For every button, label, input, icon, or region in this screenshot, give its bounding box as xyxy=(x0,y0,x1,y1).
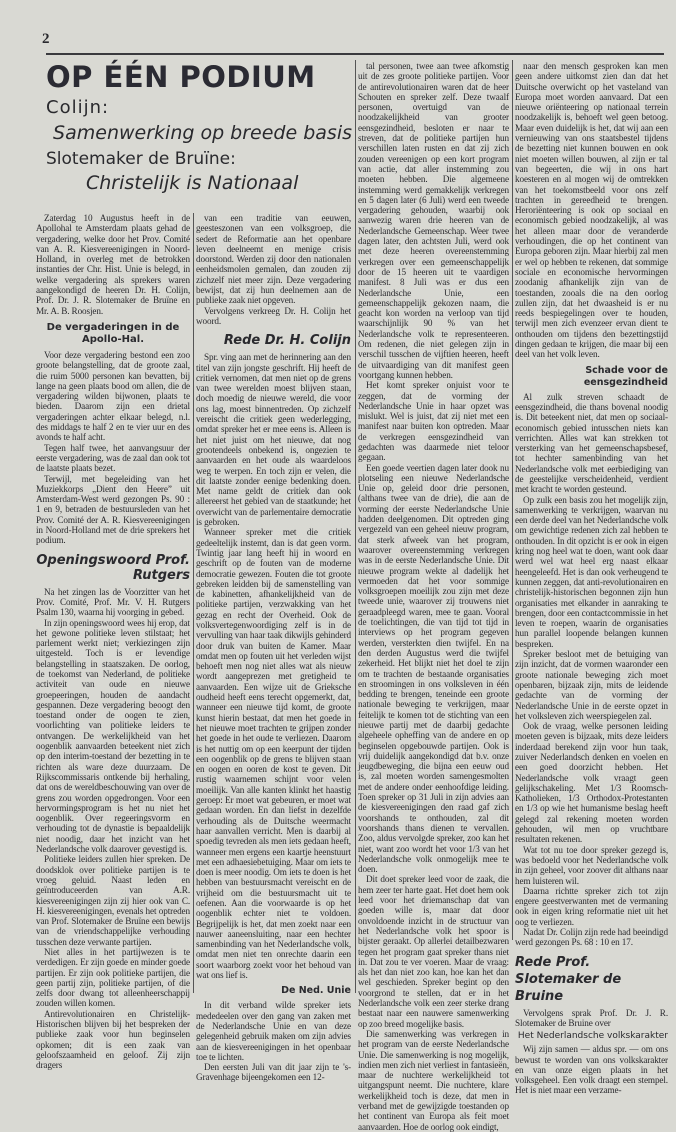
subtitle-christelijk: Christelijk is Nationaal xyxy=(86,172,299,194)
article-paragraph: Politieke leiders zullen hier spreken. De doodsklok over politieke partijen is te vroeg geluid. Naast leden en geïntroduceerden van A.R. kiesvereenigingen zijn zij hier ook van C. H. kiesvereenigingen, evenals het optreden van Prof. Slotemaker de Bruïne een bewijs van de vriendschappelijke verhouding tusschen deze verwante partijen. xyxy=(36,854,190,947)
article-paragraph: In zijn openingswoord wees hij erop, dat het gewone politieke leven stilstaat; het parlement werkt niet; verkiezingen zijn uitgesteld. Toch is er levendige belangstelling in staatszaken. De oorlog, de toekomst van Nederland, de politieke activiteit van oude en nieuwe groepeeringen, houden de aandacht gespannen. Deze vergadering beoogt den toestand onder de oogen te zien, voorlichting van politieke leiders te ontvangen. De werkelijkheid van het oogenblik aanvaarden beteekent niet zich op den interim-toestand der bezetting in te richten als ware deze duurzaam. De Rijkscommissaris ontkende bij herhaling, dat ons de wereldbeschouwing van over de grens zou worden opgedrongen. Voor een hervormingsprogram is het nu niet het oogenblik. Over regeeringsvorm en verhouding tot de dynastie is bepaaldelijk niet noodig, daar het inzicht van het Nederlandsche volk daarover gevestigd is. xyxy=(36,617,190,855)
article-paragraph: tal personen, twee aan twee afkomstig uit de zes groote politieke partijen. Voor de antirevolutionairen waren dat de heer Schouten en spreker zelf. Deze twaalf personen, overtuigd van de noodzakelijkheid van grooter eensgezindheid, besloten er naar te streven, dat de politieke partijen hun verschillen laten rusten en dat zij zich zouden vereenigen op een kort program van actie, dat aller instemming zou moeten hebben. Die algemeene instemming werd gemakkelijk verkregen en 5 dagen later (6 Juli) werd een tweede vergadering gehouden, waarbij ook aanwezig waren drie heeren van de Nederlandsche Gemeenschap. Weer twee dagen later, den achtsten Juli, werd ook met deze heeren overeenstemming verkregen over een gemeenschappelijk door de 15 heeren uit te vaardigen manifest. 8 Juli was er dus een Nederlandsche Unie, een gemeenschappelijk gekozen naam, die geacht kon worden na verloop van tijd waarschijnlijk 90 % van het Nederlandsche volk te representeeren. Om redenen, die niet gelegen zijn in verschil tusschen de vijftien heeren, heeft de uitvaardiging van dit manifest geen voortgang kunnen hebben. xyxy=(358,61,509,380)
masthead-title: OP ÉÉN PODIUM xyxy=(46,60,316,94)
article-paragraph: Spr. ving aan met de herinnering aan den titel van zijn jongste geschrift. Hij heeft de critiek vernomen, dat men niet op de grens van twee werelden moest blijven staan, doch moedig de nieuwe wereld, die voor ons lag, moest binnentreden. Op zichzelf vereischt die critiek geen wederlegging, omdat spreker het er mee eens is. Alleen is het niet juist om het nieuwe, dat nog grootendeels onbekend is, ongezien te aanvaarden en het oude als waardeloos weg te werpen. En toch zijn er velen, die dit laatste zonder eenige bedenking doen. Met name geldt de critiek dan ook allereerst het gebied van de staatkunde; het overwicht van de parlementaire democratie is gebroken. xyxy=(196,352,351,528)
article-paragraph: Wanneer spreker met die critiek gedeeltelijk instemt, dan is dat geen vorm. Twintig jaar lang heeft hij in woord en geschrift op de fouten van de moderne democratie gewezen. Fouten die tot groote gebreken leidden bij de samenstelling van de kabinetten, afhankelijkheid van de politieke partijen, verzwakking van het gezag en recht der Overheid. Ook de volksvertegenwoordiging zelf is in de vervulling van haar taak dikwijls gehinderd door druk van buiten de Kamer. Maar omdat men op fouten uit het verleden wijst behoeft men nog niet alles wat als nieuw wordt aangeprezen met gretigheid te aanvaarden. Een wijze uit de Grieksche oudheid heeft eens terecht opgemerkt, dat, wanneer een nieuwe tijd komt, de groote kunst hierin bestaat, dat men het goede in het nieuwe moet trachten te grijpen zonder het goede in het oude te verliezen. Daarom is het nuttig om op een keerpunt der tijden een oogenblik op de grens te blijven staan en oogen en ooren de kost te geven. Dit rustig waarnemen schijnt voor velen moeilijk. Van alle kanten klinkt het haastig geroep: Er moet wat gebeuren, er moet wat gedaan worden. En dan liefst in dezelfde verhouding als de Duitsche weermacht haar aanvallen verricht. Men is daarbij al spoedig tevreden als men iets gedaan heeft, wanneer men ergens een kaartje heenstuurt met een adhaesiebetuiging. Maar om iets te doen is meer noodig. Om iets te doen is het hebben van bestuursmacht vereischt en de vrijheid om die bestuursmacht uit te oefenen. Aan die voorwaarde is op het oogenblik echter niet te voldoen. Begrijpelijk is het, dat men zoekt naar een nauwer aaneensluiting, naar een hechter samenbinding van het Nederlandsche volk, omdat men niet ten onrechte daarin een soort waarborg zoekt voor het behoud van wat ons lief is. xyxy=(196,527,351,981)
column-divider xyxy=(512,60,513,940)
article-paragraph: Dit doet spreker leed voor de zaak, die hem zeer ter harte gaat. Het doet hem ook leed voor het driemanschap dat van goeden wille is, maar dat door onvoldoende inzicht in de structuur van het Nederlandsche volk het spoor is bijster geraakt. Op allerlei detailbezwaren tegen het program gaat spreker thans niet in. Dat zou te ver voeren. Maar de vraag: als het dan niet zoo kan, hoe kan het dan wel geschieden. Spreker begint op den voorgrond te stellen, dat er in het Nederlandsche volk een zeer sterke drang bestaat naar een nauwere samenwerking op zoo breed mogelijke basis. xyxy=(358,874,509,1029)
subtitle-samenwerking: Samenwerking op breede basis xyxy=(53,122,352,144)
article-paragraph: Voor deze vergadering bestond een zoo groote belangstelling, dat de groote zaal, die ruim 5000 personen kan bevatten, bij lange na geen plaats bood om allen, die de vergadering wilden bijwonen, plaats te bieden. Daarom zijn een drietal vergaderingen achter elkaar belegd, n.l. des middags te half 2 en te vier uur en des avonds te half acht. xyxy=(36,349,190,443)
article-paragraph: Zaterdag 10 Augustus heeft in de Apollohal te Amsterdam plaats gehad de vergadering, welke door het Prov. Comité van A. R. Kiesvereenigingen in Noord-Holland, in overleg met de betrokken instanties der Chr. Hist. Unie is belegd, in welke vergadering als sprekers waren aangekondigd de heeren Dr. H. Colijn, Prof. Dr. J. R. Slotemaker de Bruïne en Mr. A. B. Roosjen. xyxy=(36,213,190,316)
article-paragraph: van een traditie van eeuwen, geesteszonen van een volksgroep, die sedert de Reformatie aan het openbare leven deelneemt en menige crisis doorstond. Werden zij door den nationalen eenheidsmolen gemalen, dan zouden zij zichzelf niet meer zijn. Deze vergadering bewijst, dat zij hun deelnemen aan de publieke zaak niet opgeven. xyxy=(196,213,351,306)
column-divider xyxy=(193,213,194,993)
section-heading: Rede Dr. H. Colijn xyxy=(223,333,351,349)
article-paragraph: Antirevolutionairen en Christelijk-Historischen blijven bij het bespreken der publieke zaak voor hun beginselen opkomen; dit is een zaak van geloofszaamheid en geloof. Zij zijn dragers xyxy=(36,1008,190,1071)
article-column-1 xyxy=(36,213,190,1071)
section-heading: De Ned. Unie xyxy=(281,985,351,997)
section-heading: Schade voor de eensgezindheid xyxy=(583,364,668,388)
section-heading: Het Nederlandsche volkskarakter xyxy=(517,1031,668,1042)
article-paragraph: Ook de vraag, welke personen leiding moeten geven is bijzaak, mits deze leiders inderdaad berekend zijn voor hun taak, zuiver Nederlandsch denken en voelen en een goed doorzicht hebben. Het Nederlandsche volk vraagt geen gelijkschakeling. Met 1/3 Roomsch-Katholieken, 1/3 Orthodox-Protestanten en 1/3 op wie het humanisme beslag heeft gelegd zal rekening moeten worden gehouden, wil men op vruchtbare resultaten rekenen. xyxy=(515,721,668,845)
article-paragraph: Niet alles in het partijwezen is te verdedigen. Er zijn goede en minder goede partijen. Er zijn ook politieke partijen, die geen partij zijn, politieke partijen, of die zelfs door dwang tot alleenheerschappij zouden willen komen. xyxy=(36,947,190,1009)
article-paragraph: Na het zingen las de Voorzitter van het Prov. Comité, Prof. Mr. V. H. Rutgers Psalm 130, waarna hij voorging in gebed. xyxy=(36,586,190,618)
article-paragraph: naar den mensch gesproken kan men geen andere uitkomst zien dan dat het Duitsche overwicht op het vasteland van Europa moet worden aanvaard. Dat een nieuwe oriënteering op nationaal terrein noodzakelijk is, behoeft wel geen betoog. Maar even duidelijk is het, dat wij aan een vernieuwing van ons staatsbestel tijdens de bezetting niet kunnen bouwen en ook niet moeten willen bouwen, al zijn er tal van begeerten, die wij in ons hart koesteren en al mogen wij de omtrekken van het toekomstbeeld voor ons zelf trachten in gereedheid te brengen. Heroriënteering is ook op sociaal en economisch gebied noodzakelijk, al was het alleen maar door de veranderde verhoudingen, die op het continent van Europa geboren zijn. Maar hierbij zal men er wel op hebben te rekenen, dat sommige sociale en economische hervormingen zoodanig afhankelijk zijn van de toestanden, zooals die na den oorlog zullen zijn, dat het dwaasheid is er nu reeds bespiegelingen over te houden, terwijl men zich evenzeer ervan dient te onthouden om tijdens den bezettingstijd dingen gedaan te krijgen, die maar bij een deel van het volk leven. xyxy=(515,61,668,360)
article-paragraph: Den eersten Juli van dit jaar zijn te 's-Gravenhage bijeengekomen een 12- xyxy=(196,1062,351,1083)
article-paragraph: Op zulk een basis zou het mogelijk zijn, samenwerking te verkrijgen, waarvan nu een derde deel van het Nederlandsche volk om gewichtige redenen zich zal hebben te onthouden. In dit opzicht is er ook in eigen kring nog heel wat te doen, want ook daar werd wel wat heel erg naast elkaar heengeleefd. Het is dan ook verheugend te kunnen zeggen, dat anti-revolutionairen en christelijk-historischen begonnen zijn hun organisaties met elkander in aanraking te brengen, door een contactcommissie in het leven te roepen, waarin de organisaties hun parallel loopende belangen kunnen bespreken. xyxy=(515,494,668,649)
article-paragraph: Spreker besloot met de betuiging van zijn inzicht, dat de vormen waaronder een groote nationale beweging zich moet openbaren, bijzaak zijn, mits de leidende gedachte van de vorming der Nederlandsche Unie in de eerste opzet in het volksleven zich weerspiegelen zal. xyxy=(515,649,668,721)
section-heading: Rede Prof. Slotemaker de Bruine xyxy=(515,954,622,1004)
section-heading: De vergaderingen in de Apollo-Hal. xyxy=(46,321,180,345)
article-paragraph: Tegen half twee, het aanvangsuur der eerste vergadering, was de zaal dan ook tot de laatste plaats bezet. xyxy=(36,442,190,474)
speaker-slotemaker: Slotemaker de Bruïne: xyxy=(46,149,236,169)
article-paragraph: Vervolgens verkreeg Dr. H. Colijn het woord. xyxy=(196,305,351,326)
article-paragraph: Het komt spreker onjuist voor te zeggen, dat de vorming der Nederlandsche Unie in haar opzet was mislukt. Wel is juist, dat zij niet met een manifest naar buiten kon optreden. Maar de verkregen eensgezindheid van gedachten was daarmede niet teloor gegaan. xyxy=(358,380,509,463)
article-column-4 xyxy=(515,61,668,1096)
article-column-2 xyxy=(196,213,351,1083)
article-paragraph: Al zulk streven schaadt de eensgezindheid, die thans bovenal noodig is. Dit beteekent niet, dat men op sociaal-economisch gebied intusschen niets kan verrichten. Alles wat kan strekken tot versterking van het gemeenschapsbesef, tot hechter samenbinding van het Nederlandsche volk met eerbiediging van de geestelijke verscheidenheid, verdient met kracht te worden gesteund. xyxy=(515,391,668,495)
top-rule xyxy=(46,53,664,55)
article-paragraph: Die samenwerking was verkregen in het program van de eerste Nederlandsche Unie. Die samenwerking is nog mogelijk, indien men zich niet verliest in fantasieën, maar de nuchtere werkelijkheid tot uitgangspunt neemt. Die nuchtere, klare werkelijkheid toch is deze, dat men in verband met de gewijzigde toestanden op het continent van Europa als feit moet aanvaarden. Hoe de oorlog ook eindigt, xyxy=(358,1028,509,1132)
article-column-3 xyxy=(358,61,509,1132)
column-divider xyxy=(355,60,356,993)
article-paragraph: Een goede veertien dagen later dook nu plotseling een nieuwe Nederlandsche Unie op, geleid door drie personen, (althans twee van de drie), die aan de vorming der eerste Nederlandsche Unie hadden deelgenomen. Dit optreden ging vergezeld van een geheel nieuw program, dat sterk afweek van het program, waarover overeenstemming verkregen was in de eerste Nederlandsche Unie. Dit nieuwe program wekte al dadelijk het vermoeden dat het voor sommige volksgroepen moeilijk zou zijn met deze tweede unie, waarover zij trouwens niet geraadpleegd waren, mee te gaan. Vooral de toelichtingen, die van tijd tot tijd in interviews op het program gegeven werden, versterkten dien twijfel. En na den derden Augustus werd die twijfel zekerheid. Het blijkt niet het doel te zijn om te trachten de bestaande organisaties en stroomingen in ons volksleven in één bedding te brengen, teneinde een groote nationale beweging te verkrijgen, maar feitelijk te komen tot de stichting van een nieuwe partij met de daarbij gedachte algeheele opheffing van de andere en op beginselen opgebouwde partijen. Ook is vrij duidelijk aangekondigd dat b.v. onze jeugdbeweging, die bijna een eeuw oud is, zal moeten worden samengesmolten met de andere onder eenhoofdige leiding. Toen spreker op 31 Juli in zijn advies aan de kiesvereenigingen den raad gaf zich voorshands te onthouden, zal dit voorshands thans dienen te vervallen. Zoo, aldus vervolgde spreker, zoo kan het niet, want zoo wordt het voor 1/3 van het Nederlandsche volk onmogelijk mee te doen. xyxy=(358,462,509,875)
article-paragraph: Nadat Dr. Colijn zijn rede had beeindigd werd gezongen Ps. 68 : 10 en 17. xyxy=(515,927,668,948)
headline-block xyxy=(46,60,352,195)
article-paragraph: Daarna richtte spreker zich tot zijn engere geestverwanten met de vermaning ook in eigen kring reformatie niet uit het oog te verliezen. xyxy=(515,885,668,927)
speaker-colijn: Colijn: xyxy=(46,97,110,118)
article-paragraph: Vervolgens sprak Prof. Dr. J. R. Slotemaker de Bruine over xyxy=(515,1007,668,1028)
article-paragraph: In dit verband wilde spreker iets mededeelen over den gang van zaken met de Nederlandsche Unie en van deze gelegenheid gebruik maken om zijn advies aan de kiesvereenigingen in het openbaar toe te lichten. xyxy=(196,1000,351,1062)
article-paragraph: Wij zijn samen — aldus spr. — om ons bewust te worden van ons volkskarakter en van onze eigen plaats in het volksgeheel. Een volk draagt een stempel. Het is niet maar een verzame- xyxy=(515,1044,668,1096)
article-paragraph: Terwijl, met begeleiding van het Muziekkorps „Dient den Heere” uit Amsterdam-West werd gezongen Ps. 90 : 1 en 9, betraden de bestuursleden van het Prov. Comité der A. R. Kiesvereenigingen in Noord-Holland met de drie sprekers het podium. xyxy=(36,473,190,546)
section-heading: Openingswoord Prof. Rutgers xyxy=(36,552,190,583)
article-paragraph: Wat tot nu toe door spreker gezegd is, was bedoeld voor het Nederlandsche volk in zijn geheel, voor zoover dit althans naar hem luisteren wil. xyxy=(515,844,668,886)
page-number: 2 xyxy=(42,31,50,47)
